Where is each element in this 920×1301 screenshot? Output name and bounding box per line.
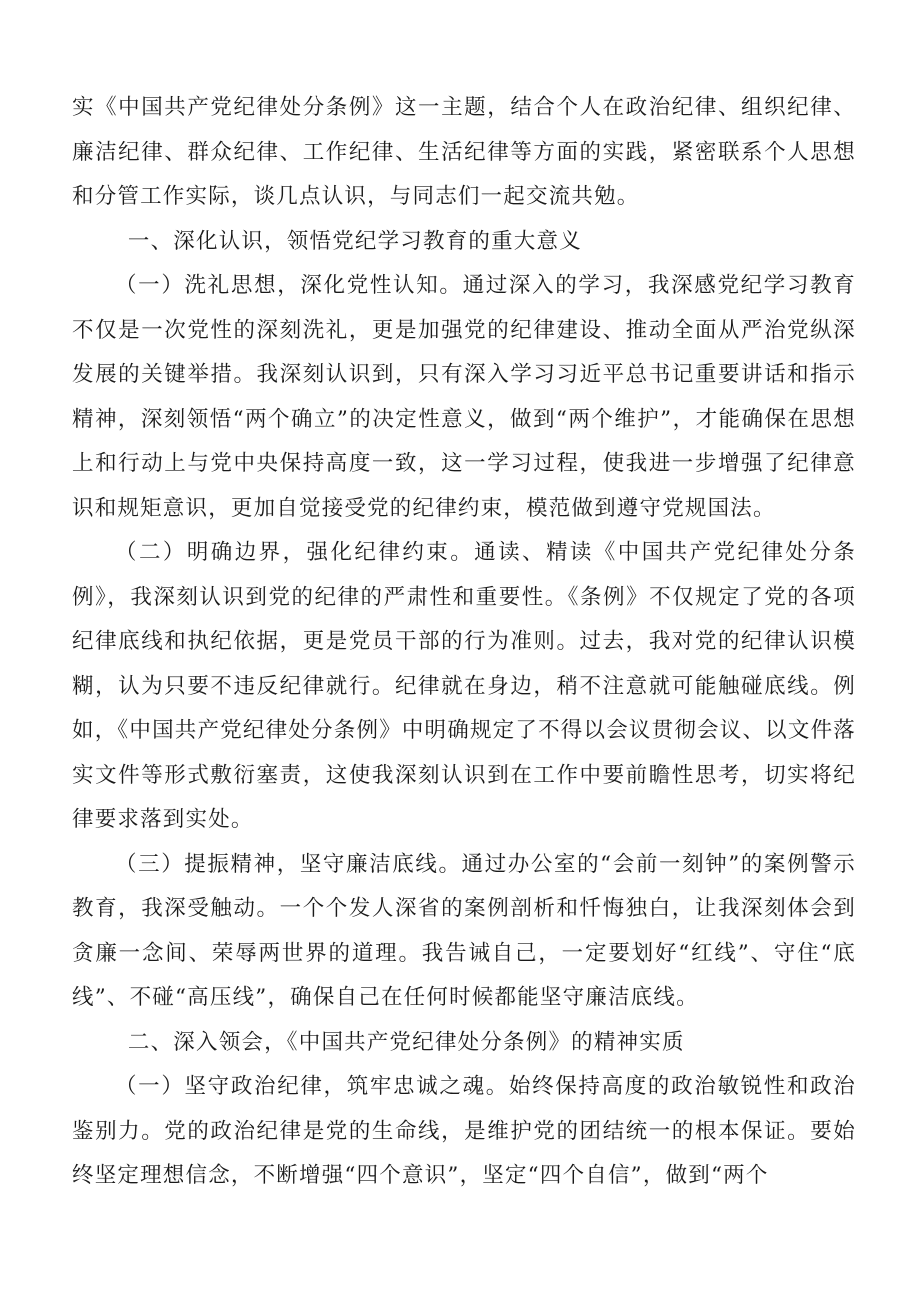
section-heading-1: 一、深化认识，领悟党纪学习教育的重大意义 [127, 228, 582, 254]
paragraph-1-3: （三）提振精神，坚守廉洁底线。通过办公室的“会前一刻钟”的案例警示教育，我深受触动。一个个发人深省的案例剖析和忏悔独白，让我深刻体会到贪廉一念间、荣辱两世界的道理。我告诫自己，一定要划好“红线”、守住“底线”、不碰“高压线”，确保自己在任何时候都能坚守廉洁底线。 [72, 851, 856, 1010]
section-heading-2: 二、深入领会，《中国共产党纪律处分条例》的精神实质 [127, 1029, 685, 1055]
document-page [72, 86, 856, 1199]
paragraph-1-1: （一）洗礼思想，深化党性认知。通过深入的学习，我深感党纪学习教育不仅是一次党性的深刻洗礼，更是加强党的纪律建设、推动全面从严治党纵深发展的关键举措。我深刻认识到，只有深入学习习近平总书记重要讲话和指示精神，深刻领悟“两个确立”的决定性意义，做到“两个维护”，才能确保在思想上和行动上与党中央保持高度一致，这一学习过程，使我进一步增强了纪律意识和规矩意识，更加自觉接受党的纪律约束，模范做到遵守党规国法。 [72, 273, 856, 521]
paragraph-intro-continuation: 实《中国共产党纪律处分条例》这一主题，结合个人在政治纪律、组织纪律、廉洁纪律、群众纪律、工作纪律、生活纪律等方面的实践，紧密联系个人思想和分管工作实际，谈几点认识，与同志们一起交流共勉。 [72, 95, 856, 209]
paragraph-2-1: （一）坚守政治纪律，筑牢忠诚之魂。始终保持高度的政治敏锐性和政治鉴别力。党的政治纪律是党的生命线，是维护党的团结统一的根本保证。要始终坚定理想信念，不断增强“四个意识”，坚定“四个自信”，做到“两个 [72, 1074, 856, 1188]
paragraph-1-2: （二）明确边界，强化纪律约束。通读、精读《中国共产党纪律处分条例》，我深刻认识到党的纪律的严肃性和重要性。《条例》不仅规定了党的各项纪律底线和执纪依据，更是党员干部的行为准则。过去，我对党的纪律认识模糊，认为只要不违反纪律就行。纪律就在身边，稍不注意就可能触碰底线。例如，《中国共产党纪律处分条例》中明确规定了不得以会议贯彻会议、以文件落实文件等形式敷衍塞责，这使我深刻认识到在工作中要前瞻性思考，切实将纪律要求落到实处。 [72, 540, 856, 832]
